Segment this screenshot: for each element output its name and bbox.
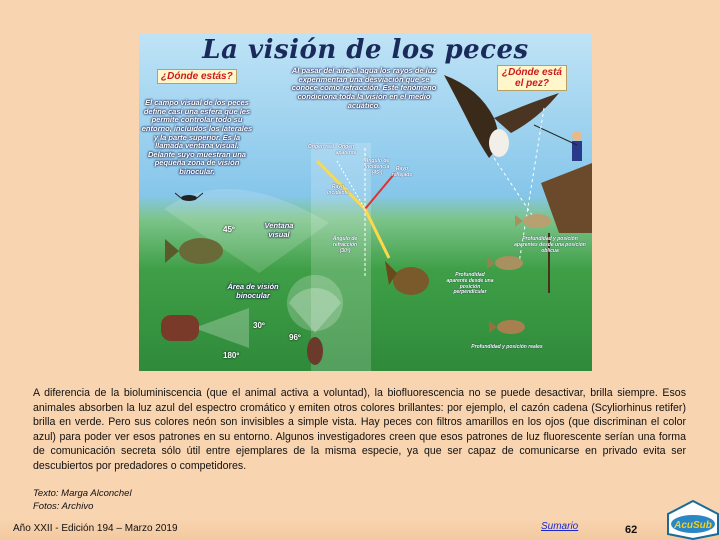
angle-180: 180º <box>223 351 240 360</box>
edition-info: Año XXII - Edición 194 – Marzo 2019 <box>13 523 178 534</box>
infographic-title: La visión de los peces <box>202 35 529 65</box>
label-origen-real: Origen real <box>307 144 335 150</box>
label-rayo-reflejado: Rayo reflejado <box>391 166 413 178</box>
acusub-logo <box>666 500 720 540</box>
fish-right-middle <box>487 256 523 270</box>
fish-right-top <box>515 214 551 228</box>
article-paragraph: A diferencia de la bioluminiscencia (que el animal activa a voluntad), la biofluorescencia no se puede desactivar, brilla siempre. Esos animales absorben la luz azul del espectro cromático y emiten otros colores brillantes: por ejemplo, el cazón cadena (Scyliorhinus retifer) brilla en verde. Pero sus colores neón son invisibles a simple vista. Hay peces con filtros amarillos en los ojos (que discriminan el color azul) para poder ver esos patrones en su entorno. Algunos investigadores creen que esos patrones de luz fluorescente serían una forma de comunicación secreta sólo útil entre ejemplares de la misma especie, ya que ser capaz de comunicarse en privado evita ser descubiertos por predadores o competidores. <box>33 387 686 472</box>
footer-bar <box>0 518 720 540</box>
logo-text: AcuSub <box>674 520 712 531</box>
label-profundidad-aparente: Profundidad aparente desde una posición perpendicular <box>446 272 494 296</box>
page-number: 62 <box>625 524 638 536</box>
label-rayo-incidente: Rayo incidente <box>327 184 349 196</box>
question-left: ¿Dónde estás? <box>157 69 237 84</box>
fish-main <box>165 238 223 264</box>
sumario-link[interactable]: Sumario <box>541 521 579 532</box>
water-column <box>311 143 371 371</box>
label-area-binocular: Área de visión binocular <box>227 282 279 300</box>
credit-text: Texto: Marga Alconchel <box>33 488 132 499</box>
label-profundidad-real: Profundidad y posición reales <box>471 344 543 350</box>
fish-right-bottom <box>489 320 525 334</box>
label-angulo-refraccion: Ángulo de refracción (30º) <box>332 236 358 254</box>
refraction-note: Al pasar del aire al agua los rayos de luz experimentan una desviación que se conoce como refracción. Este fenómeno condiciona toda la visión en el medio acuático. <box>291 66 437 110</box>
fish-center <box>385 261 429 295</box>
fisherman-body <box>572 141 582 161</box>
fisherman-head <box>572 131 582 141</box>
infographic-fish-vision <box>139 33 592 371</box>
angle-30: 30º <box>253 321 265 330</box>
eagle-head <box>489 129 509 157</box>
credits <box>33 487 132 513</box>
question-right: ¿Dónde está el pez? <box>497 65 567 91</box>
angle-96: 96º <box>289 333 301 342</box>
visual-window-note: El campo visual de los peces define casi una esfera que les permite controlar todo su entorno, incluidos los laterales y la parte superior. Es la llamada ventana visual. Delante suyo muestran una pequeña zona de visión binocular. <box>141 98 253 176</box>
angle-45: 45º <box>223 225 235 234</box>
label-ventana-visual: Ventana visual <box>264 221 294 239</box>
label-origen-aparente: Origen aparente <box>335 144 357 156</box>
label-angulo-incidencia: Ángulo de incidencia (45º) <box>364 158 390 176</box>
binocular-diagram <box>161 308 249 348</box>
label-profundidad-oblicua: Profundidad y posición aparentes desde una posición oblicua <box>514 236 586 254</box>
credit-photos: Fotos: Archivo <box>33 501 94 512</box>
eagle-wing-right <box>494 93 559 133</box>
